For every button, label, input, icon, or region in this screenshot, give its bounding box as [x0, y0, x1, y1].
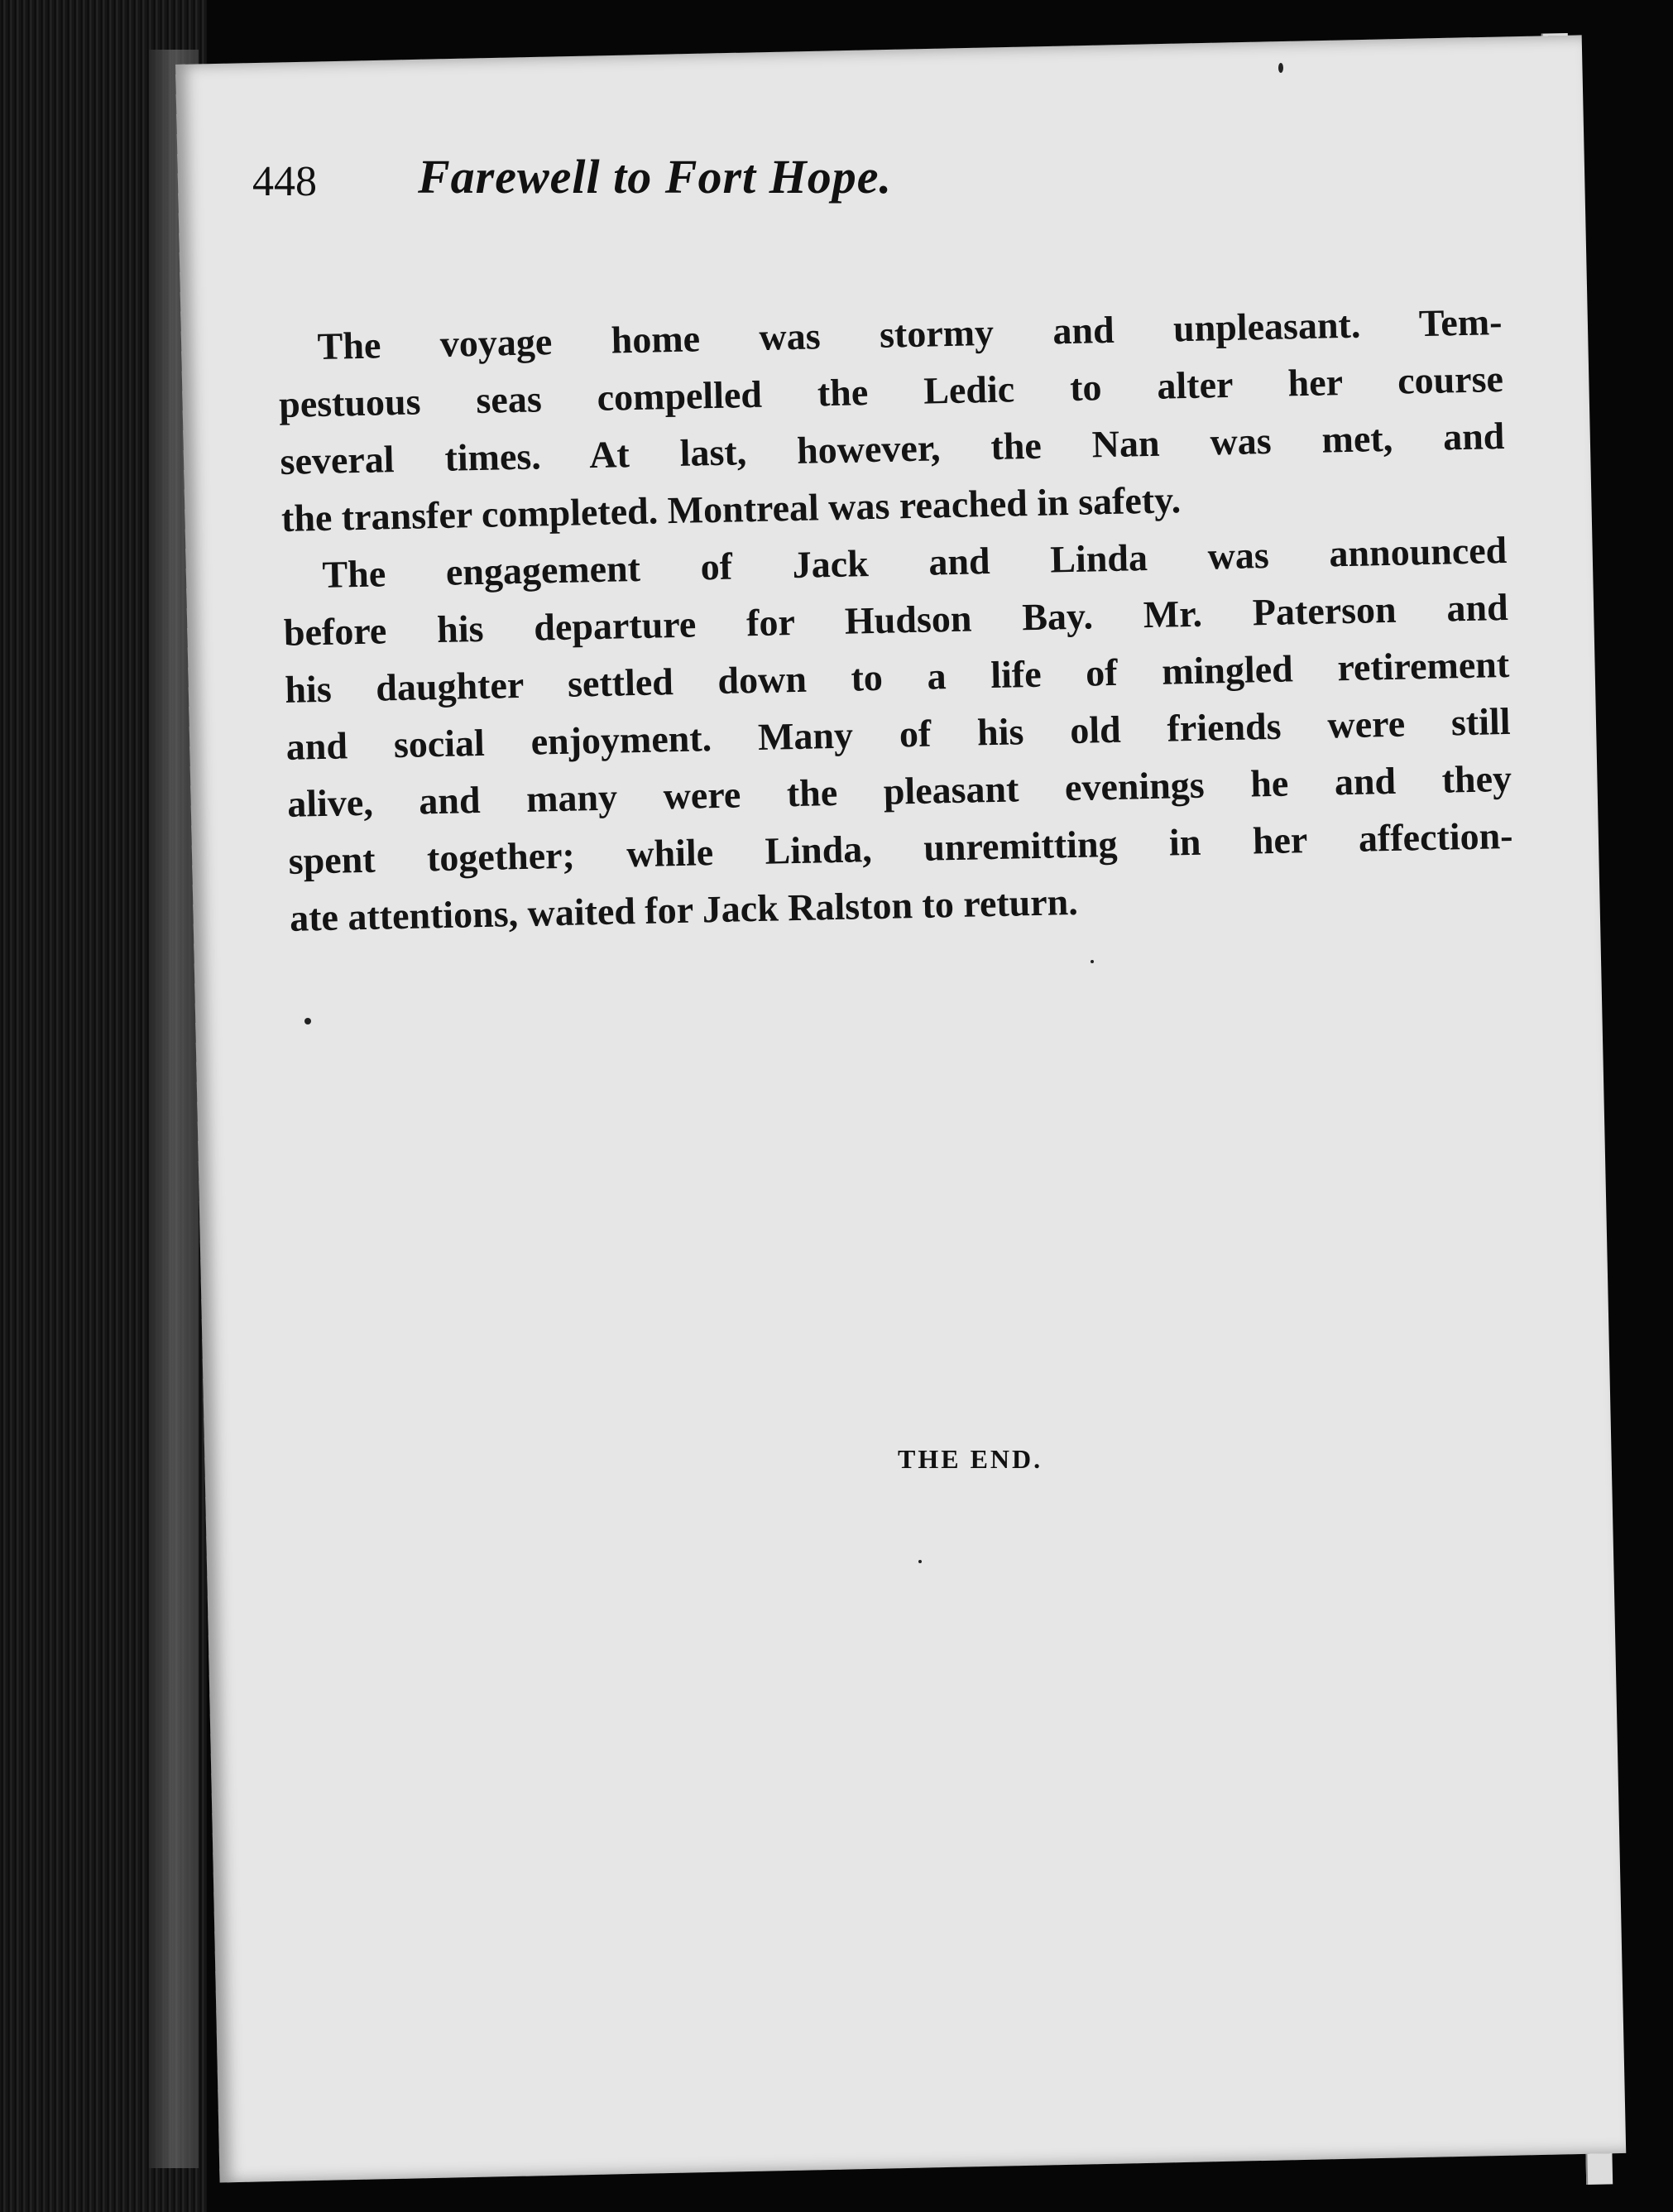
line: his daughter settled down to a life of mingled retirement: [284, 642, 1510, 711]
line: The engagement of Jack and Linda was announced: [321, 528, 1508, 596]
ink-speck: [304, 1018, 311, 1024]
line: the transfer completed. Montreal was reached in safety.: [280, 478, 1182, 540]
body-text: [277, 293, 1515, 947]
running-head-title: Farewell to Fort Hope.: [418, 150, 892, 204]
ink-speck: [1091, 960, 1094, 963]
line: alive, and many were the pleasant evenings he and they: [286, 756, 1512, 825]
line: several times. At last, however, the Nan was met, and: [280, 414, 1505, 482]
line: pestuous seas compelled the Ledic to alter her course: [278, 357, 1504, 425]
line: before his departure for Hudson Bay. Mr. Paterson and: [283, 585, 1509, 654]
line: spent together; while Linda, unremitting in her affection-: [288, 813, 1513, 882]
paragraph-2: [282, 521, 1515, 947]
line: ate attentions, waited for Jack Ralston to return.: [289, 880, 1079, 939]
paragraph-1: [277, 293, 1506, 547]
line: The voyage home was stormy and unpleasant. Tem-: [317, 300, 1503, 367]
the-end-label: THE END.: [898, 1444, 1043, 1474]
ink-speck: [1278, 63, 1283, 73]
ink-speck: [918, 1560, 922, 1563]
line: and social enjoyment. Many of his old friends were still: [285, 699, 1512, 768]
page-number: 448: [252, 158, 317, 205]
